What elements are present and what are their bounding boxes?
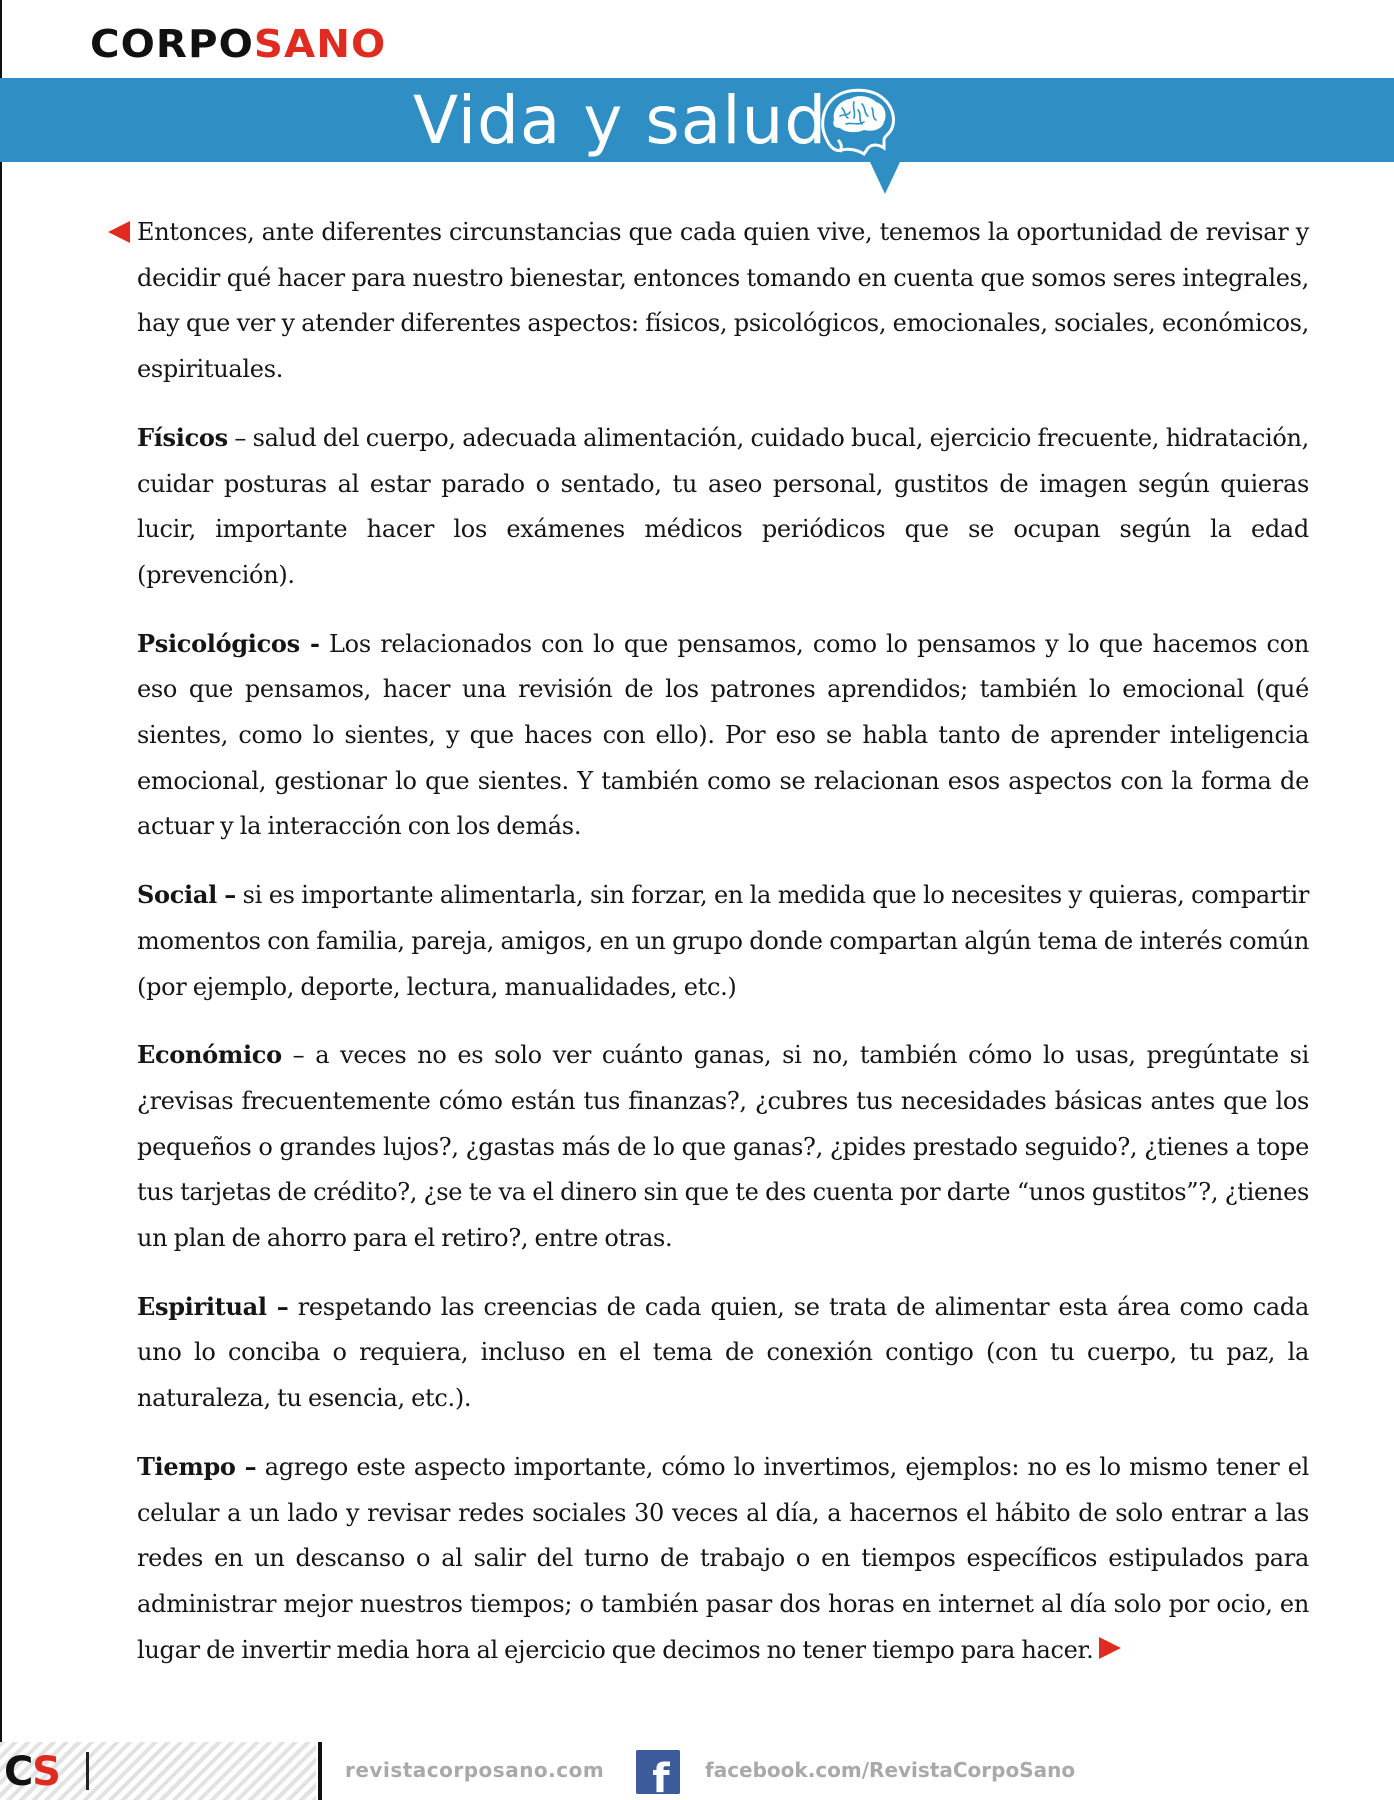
left-edge-rule: [0, 0, 2, 1800]
banner-pointer: [870, 162, 900, 194]
section-text: Los relacionados con lo que pensamos, como lo pensamos y lo que hacemos con eso que pensamos, hacer una revisión de los patrones aprendidos; también lo emocional (qué sientes, como lo sientes, y que haces con ello). Por eso se habla tanto de aprender inteligencia emocional, gestionar lo que sientes. Y también como se relacionan esos aspectos con la forma de actuar y la interacción con los demás.: [137, 629, 1309, 841]
facebook-glyph: f: [652, 1756, 670, 1794]
section-text: si es importante alimentarla, sin forzar, en la medida que lo necesites y quieras, compartir momentos con familia, pareja, amigos, en un grupo donde compartan algún tema de interés común (por ejemplo, deporte, lectura, manualidades, etc.): [137, 881, 1309, 1001]
footer-cs-logo: [4, 1748, 59, 1796]
section-tiempo: [137, 1444, 1309, 1674]
section-term: Físicos: [137, 422, 228, 452]
section-social: [137, 872, 1309, 1010]
section-text: respetando las creencias de cada quien, se trata de alimentar esta área como cada uno lo conciba o requiera, incluso en el tema de conexión contigo (con tu cuerpo, tu paz, la naturaleza, tu esencia, etc.).: [137, 1292, 1309, 1413]
brand-logo-corpo: CORPO: [90, 22, 254, 66]
section-term: Espiritual –: [137, 1291, 289, 1321]
article-body: [137, 210, 1309, 1695]
section-fisicos: [137, 415, 1309, 599]
footer-divider: [318, 1742, 322, 1800]
section-economico: [137, 1032, 1309, 1262]
intro-text: Entonces, ante diferentes circunstancias que cada quien vive, tenemos la oportunidad de revisar y decidir qué hacer para nuestro bienestar, entonces tomando en cuenta que somos seres integrales, hay que ver y atender diferentes aspectos: físicos, psicológicos, emocionales, sociales, económicos, espirituales.: [137, 218, 1309, 384]
section-title: Vida y salud: [413, 82, 828, 159]
section-term: Social –: [137, 880, 237, 910]
footer-facebook-link[interactable]: facebook.com/RevistaCorpoSano: [705, 1758, 1076, 1782]
brand-logo-sano: SANO: [253, 22, 387, 66]
footer-logo-c: C: [4, 1749, 33, 1795]
brain-head-icon: [818, 86, 896, 156]
section-espiritual: [137, 1284, 1309, 1422]
arrow-right-icon: [1099, 1637, 1121, 1659]
arrow-left-icon: [108, 221, 130, 243]
facebook-icon[interactable]: [636, 1750, 680, 1794]
section-text: – a veces no es solo ver cuánto ganas, si no, también cómo lo usas, pregúntate si ¿revisas frecuentemente cómo están tus finanzas?, ¿cubres tus necesidades básicas antes que los pequeños o grandes lujos?, ¿gastas más de lo que ganas?, ¿pides prestado seguido?, ¿tienes a tope tus tarjetas de crédito?, ¿se te va el dinero sin que te des cuenta por darte “unos gustitos”?, ¿tienes un plan de ahorro para el retiro?, entre otras.: [137, 1041, 1309, 1253]
section-psicologicos: [137, 621, 1309, 851]
section-text: – salud del cuerpo, adecuada alimentación, cuidado bucal, ejercicio frecuente, hidratación, cuidar posturas al estar parado o sentado, tu aseo personal, gustitos de imagen según quieras lucir, importante hacer los exámenes médicos periódicos que se ocupan según la edad (prevención).: [137, 423, 1309, 589]
footer-logo-bar: [86, 1752, 89, 1790]
footer-logo-s: S: [32, 1749, 59, 1795]
brand-logo: [90, 22, 386, 66]
intro-paragraph: [137, 210, 1309, 393]
section-term: Psicológicos -: [137, 628, 320, 658]
section-text: agrego este aspecto importante, cómo lo invertimos, ejemplos: no es lo mismo tener el celular a un lado y revisar redes sociales 30 veces al día, a hacernos el hábito de solo entrar a las redes en un descanso o al salir del turno de trabajo o en tiempos específicos estipulados para administrar mejor nuestros tiempos; o también pasar dos horas en internet al día solo por ocio, en lugar de invertir media hora al ejercicio que decimos no tener tiempo para hacer.: [137, 1452, 1309, 1664]
section-term: Económico: [137, 1040, 282, 1070]
section-term: Tiempo –: [137, 1451, 257, 1481]
footer-website-link[interactable]: revistacorposano.com: [345, 1758, 605, 1782]
